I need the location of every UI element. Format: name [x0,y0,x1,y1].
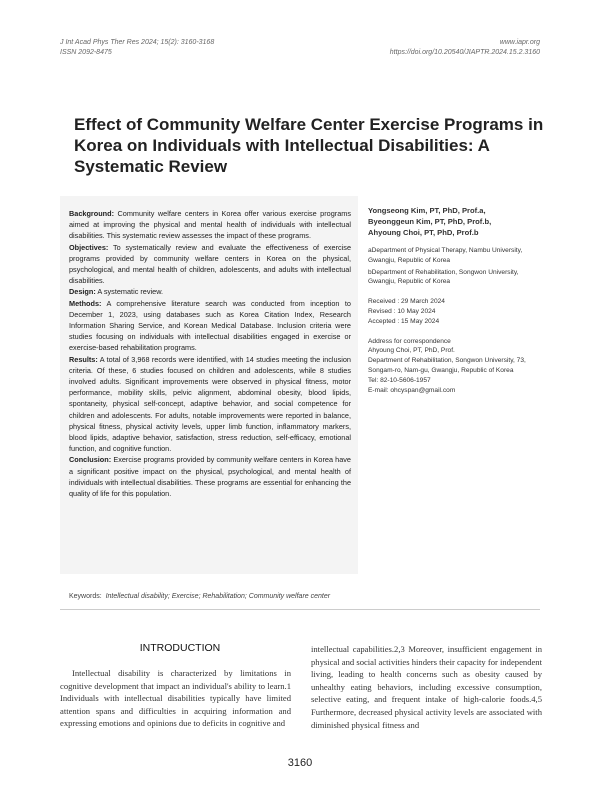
author-2: Byeonggeun Kim, PT, PhD, Prof.b, [368,217,492,226]
article-dates [368,297,543,326]
correspondence-heading: Address for correspondence [368,337,451,345]
keywords-label: Keywords: [69,593,102,600]
website-link[interactable]: www.iapr.org [499,39,540,46]
accepted-date: Accepted : 15 May 2024 [368,317,440,325]
keywords-value: Intellectual disability; Exercise; Rehabilitation; Community welfare center [105,593,331,600]
correspondence-email[interactable]: E-mail: ohcyspan@gmail.com [368,386,456,394]
correspondence [368,337,543,396]
author-3: Ahyoung Choi, PT, PhD, Prof.b [368,228,479,237]
article-title: Effect of Community Welfare Center Exercise Programs in Korea on Individuals with Intellectual Disabilities: A Systematic Review [74,115,544,176]
author-sidebar [368,205,543,395]
abstract-objectives: Objectives: To systematically review and evaluate the effectiveness of exercise programs provided by community welfare centers in Korea on the physical, psychological, and mental health of children, adolescents, and adults with intellectual disabilities. [69,242,351,286]
abstract-methods: Methods: A comprehensive literature search was conducted from inception to December 1, 2023, using databases such as Korea Citation Index, Research Information Sharing Service, and Korean Medical Database. Inclusion criteria were studies focusing on individuals with intellectual disabilities engaged in exercise or exercise-based rehabilitation programs. [69,298,351,353]
received-date: Received : 29 March 2024 [368,298,445,306]
intro-paragraph-right: intellectual capabilities.2,3 Moreover, insufficient engagement in physical and social activities hinders their capacity for independent living, leading to health concerns such as obesity caused by unhealthy eating behaviors, including excessive consumption, selective eating, and frequent intake of high-calorie foods.4,5 Furthermore, decreased physical activity levels are associated with diminished physical fitness and [311,644,542,730]
section-divider [60,609,540,610]
correspondence-name: Ahyoung Choi, PT, PhD, Prof. [368,347,455,355]
issn: ISSN 2092-8475 [60,49,112,56]
affiliation-a: aDepartment of Physical Therapy, Nambu University, Gwangju, Republic of Korea [368,247,523,264]
journal-links [390,38,540,58]
abstract-background: Background: Community welfare centers in Korea offer various exercise programs aimed at improving the physical and mental health of individuals with intellectual disabilities. This systematic review assesses the impact of these programs. [69,209,351,241]
abstract-conclusion: Conclusion: Exercise programs provided by community welfare centers in Korea have a significant positive impact on the physical, psychological, and mental health of individuals with intellectual disabilities. These programs are essential for enhancing the quality of life for this population. [69,455,351,499]
author-1: Yongseong Kim, PT, PhD, Prof.a, [368,206,486,215]
intro-column-right [311,643,542,731]
journal-header [60,38,214,58]
journal-citation: J Int Acad Phys Ther Res 2024; 15(2): 3160-3168 [60,39,215,46]
introduction-heading: INTRODUCTION [139,642,221,654]
correspondence-address: Department of Rehabilitation, Songwon University, 73, Songam-ro, Nam-gu, Gwangju, Republic of Korea [368,357,526,374]
revised-date: Revised : 10 May 2024 [368,307,436,315]
abstract-results: Results: A total of 3,968 records were identified, with 14 studies meeting the inclusion criteria. Of these, 6 studies focused on children and adolescents, while 8 studies involved adults. Significant improvements were observed in physical fitness, motor performance, mobility skills, pelvic alignment, abdominal obesity, blood lipids, spontaneity, physical self-concept, adaptive behavior, and social competence for children and adolescents. For adults, notable improvements were reported in balance, physical fitness, physical activity levels, upper limb function, inflammatory markers, blood lipids, adaptive behavior, satisfaction, stress reduction, self-efficacy, emotional function, and cognitive function. [69,354,351,454]
keywords [69,593,330,600]
affiliation-b: bDepartment of Rehabilitation, Songwon University, Gwangju, Republic of Korea [368,268,519,286]
correspondence-tel: Tel: 82-10-5606-1957 [368,376,431,384]
page-number: 3160 [287,757,313,769]
affiliations [368,246,543,287]
author-list [368,205,543,238]
doi-link[interactable]: https://doi.org/10.20540/JIAPTR.2024.15.2.3160 [389,49,540,56]
abstract [69,208,351,499]
intro-column-left [60,667,291,730]
abstract-design: Design: A systematic review. [69,287,164,297]
intro-paragraph-left: Intellectual disability is characterized by limitations in cognitive development that impact an individual's ability to learn.1 Individuals with intellectual disabilities typically have limited attention spans and difficulties in acquiring information and expressing emotions and opinions due to deficits in cognitive and [60,668,291,729]
